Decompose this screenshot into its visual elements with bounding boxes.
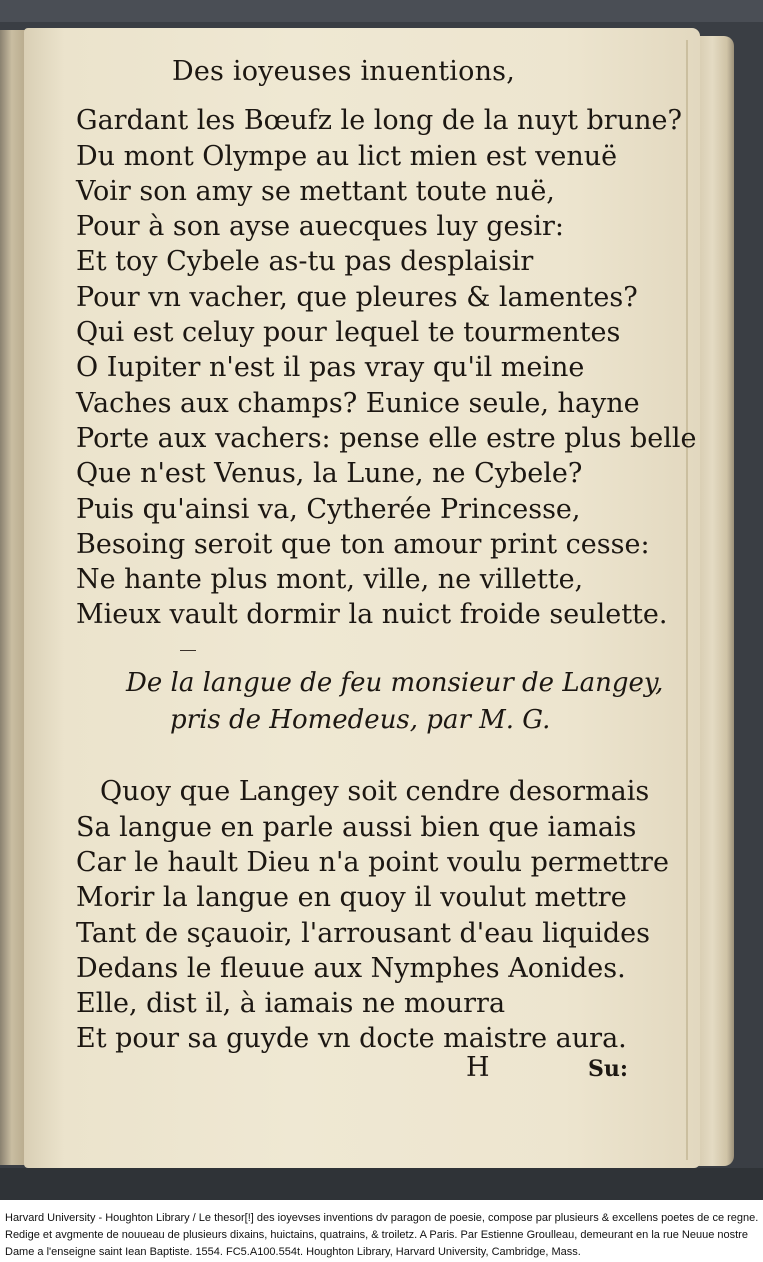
poem-title: De la langue de feu monsieur de Langey, (126, 668, 664, 698)
verse-line: Morir la langue en quoy il voulut mettre (76, 882, 627, 913)
verse-line: Tant de sçauoir, l'arrousant d'eau liquides (76, 918, 650, 949)
verse-line: Voir son amy se mettant toute nuë, (76, 176, 555, 207)
verse-line: Pour à son ayse auecques luy gesir: (76, 211, 565, 242)
verse-line: Puis qu'ainsi va, Cytherée Princesse, (76, 494, 581, 525)
verse-line: Porte aux vachers: pense elle estre plus belle (76, 423, 697, 454)
verse-line: Du mont Olympe au lict mien est venuë (76, 141, 618, 172)
verse-line: Elle, dist il, à iamais ne mourra (76, 988, 506, 1019)
verse-line: Que n'est Venus, la Lune, ne Cybele? (76, 458, 583, 489)
verse-line: Et pour sa guyde vn docte maistre aura. (76, 1023, 627, 1054)
verse-line: Dedans le fleuue aux Nymphes Aonides. (76, 953, 626, 984)
running-head: Des ioyeuses inuentions, (172, 56, 515, 87)
verse-line: Pour vn vacher, que pleures & lamentes? (76, 282, 638, 313)
poem-title-attribution: pris de Homedeus, par M. G. (170, 705, 551, 735)
scan-background-top (0, 0, 763, 22)
section-dash (180, 650, 196, 651)
verse-line: Gardant les Bœufz le long de la nuyt brune? (76, 105, 682, 136)
verse-line: Mieux vault dormir la nuict froide seulette. (76, 599, 668, 630)
facing-page-edge (0, 30, 26, 1165)
verse-line: Ne hante plus mont, ville, ne villette, (76, 564, 584, 595)
page-edge-line (686, 40, 688, 1160)
signature-mark: H (466, 1052, 490, 1083)
verse-line: Besoing seroit que ton amour print cesse: (76, 529, 650, 560)
verse-line: Quoy que Langey soit cendre desormais (100, 776, 650, 807)
catchword: Su: (588, 1056, 629, 1082)
caption-line: Harvard University - Houghton Library / Le thesor[!] des ioyevses inventions dv paragon de poesie, compose par plusieurs & excellens poetes de ce regne. (5, 1212, 759, 1224)
verse-line: Vaches aux champs? Eunice seule, hayne (76, 388, 640, 419)
caption-line: Redige et avgmente de nouueau de plusieurs dixains, huictains, quatrains, & troiletz. A Paris. Par Estienne Groulleau, demeurant en la rue Neuue nostre (5, 1229, 748, 1241)
verse-line: Et toy Cybele as-tu pas desplaisir (76, 246, 534, 277)
scan-background-bottom (0, 1168, 763, 1200)
verse-line: Sa langue en parle aussi bien que iamais (76, 812, 637, 843)
verse-line: O Iupiter n'est il pas vray qu'il meine (76, 352, 585, 383)
verse-line: Qui est celuy pour lequel te tourmentes (76, 317, 621, 348)
image-caption (5, 1210, 760, 1261)
caption-line: Dame a l'enseigne saint Iean Baptiste. 1554. FC5.A100.554t. Houghton Library, Harvard University, Cambridge, Mass. (5, 1246, 581, 1258)
page-stack-edge (698, 36, 734, 1166)
verse-line: Car le hault Dieu n'a point voulu permettre (76, 847, 669, 878)
